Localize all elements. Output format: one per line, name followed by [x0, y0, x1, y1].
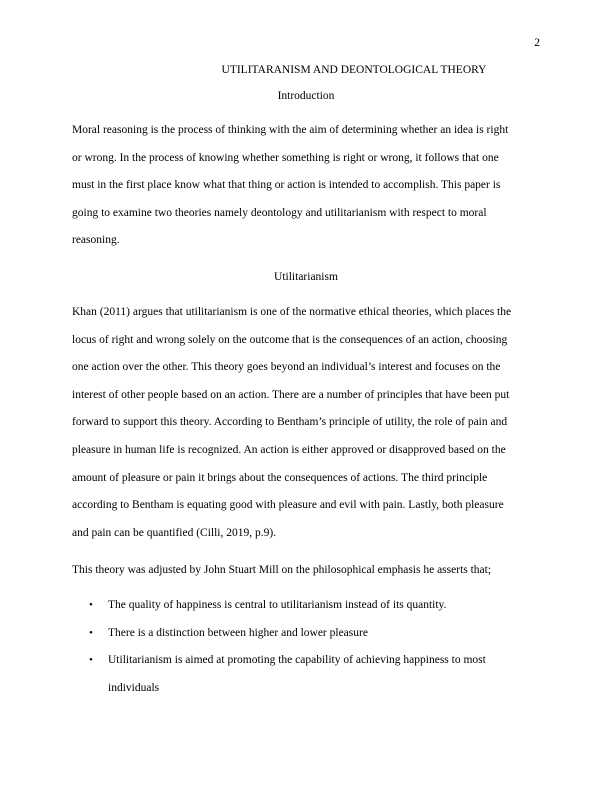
text-line: going to examine two theories namely deontology and utilitarianism with respect to moral: [72, 206, 487, 219]
text-line: or wrong. In the process of knowing whether something is right or wrong, it follows that one: [72, 151, 499, 164]
utilitarianism-paragraph: [72, 299, 542, 547]
text-line: Moral reasoning is the process of thinking with the aim of determining whether an idea is right: [72, 124, 509, 136]
list-item: [72, 647, 542, 675]
mill-principles-list: [72, 592, 542, 702]
mill-intro-paragraph: [72, 557, 542, 585]
page-number: 2: [534, 37, 540, 49]
text-line: according to Bentham is equating good with pleasure and evil with pain. Lastly, both pleasure: [72, 499, 504, 512]
list-item-text: There is a distinction between higher and lower pleasure: [108, 626, 368, 639]
text-line: and pain can be quantified (Cilli, 2019, p.9).: [72, 526, 277, 539]
text-line: Khan (2011) argues that utilitarianism is one of the normative ethical theories, which places the: [72, 306, 512, 318]
text-line: reasoning.: [72, 234, 120, 247]
text-line: one action over the other. This theory goes beyond an individual’s interest and focuses on the: [72, 361, 501, 374]
introduction-paragraph: [72, 117, 542, 255]
utilitarianism-heading: Utilitarianism: [274, 271, 338, 283]
list-item-text: The quality of happiness is central to utilitarianism instead of its quantity.: [108, 599, 447, 611]
introduction-heading: Introduction: [277, 90, 335, 102]
list-item-continuation: [72, 675, 542, 703]
list-item-text: Utilitarianism is aimed at promoting the capability of achieving happiness to most: [108, 654, 486, 667]
text-line: locus of right and wrong solely on the outcome that is the consequences of an action, choosing: [72, 333, 508, 346]
list-item-text: individuals: [108, 681, 160, 694]
bullet-icon: •: [89, 599, 93, 611]
text-line: must in the first place know what that thing or action is intended to accomplish. This paper is: [72, 179, 501, 192]
text-line: forward to support this theory. According to Bentham’s principle of utility, the role of pain and: [72, 416, 508, 429]
text-line: interest of other people based on an action. There are a number of principles that have been put: [72, 388, 510, 401]
bullet-icon: •: [89, 654, 93, 667]
text-line: pleasure in human life is recognized. An action is either approved or disapproved based on the: [72, 443, 506, 456]
text-line: This theory was adjusted by John Stuart Mill on the philosophical emphasis he asserts that;: [72, 564, 492, 576]
text-line: amount of pleasure or pain it brings about the consequences of actions. The third principle: [72, 471, 488, 484]
bullet-icon: •: [89, 626, 93, 639]
list-item: [72, 592, 542, 620]
document-title: UTILITARANISM AND DEONTOLOGICAL THEORY: [221, 64, 487, 76]
list-item: [72, 620, 542, 648]
